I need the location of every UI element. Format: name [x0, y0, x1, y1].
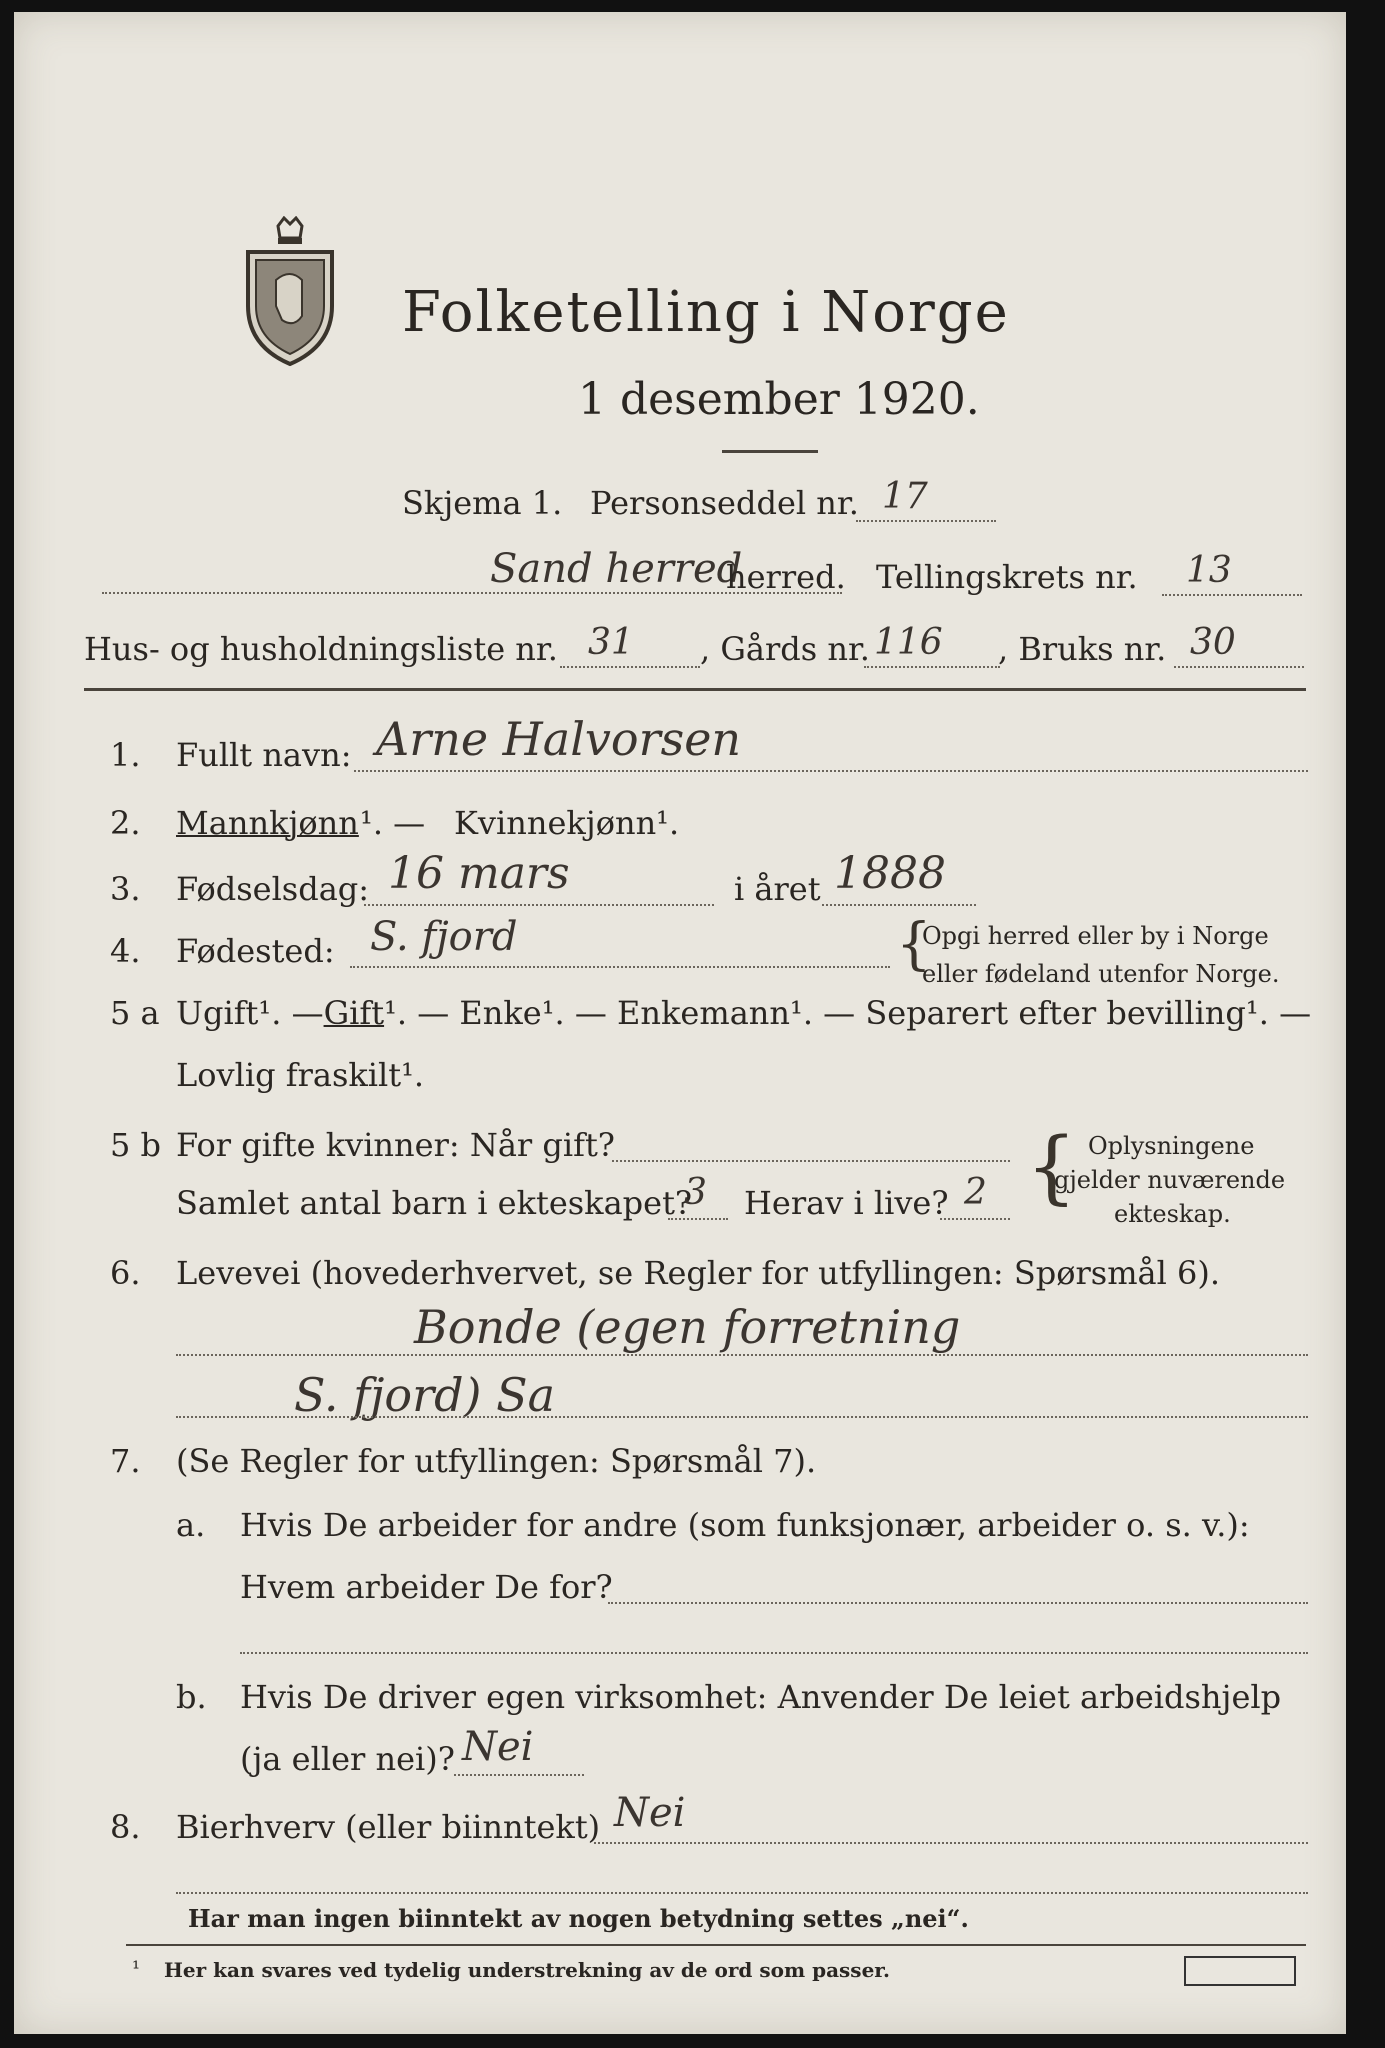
header-divider — [84, 688, 1306, 691]
schema-label: Skjema 1. — [402, 484, 563, 522]
q7b-question: (ja eller nei)? — [240, 1740, 455, 1778]
q3-line — [364, 904, 714, 906]
q7a-line-2 — [240, 1652, 1308, 1654]
form-title: Folketelling i Norge — [402, 280, 1010, 345]
q5b-number: 5 b — [110, 1126, 162, 1164]
q3-year-value: 1888 — [834, 848, 946, 899]
q6-value-1: Bonde (egen forretning — [414, 1300, 961, 1354]
q5a-gift: Gift — [323, 994, 385, 1032]
q4-number: 4. — [110, 932, 141, 970]
q6-number: 6. — [110, 1254, 141, 1292]
q5a-rest: ¹. — Enke¹. — Enkemann¹. — Separert efter bevilling¹. — — [384, 994, 1312, 1032]
title-divider — [722, 450, 818, 453]
q6-value-2: S. fjord) Sa — [294, 1368, 556, 1422]
coat-of-arms-icon — [242, 216, 338, 368]
q4-brace: { — [896, 912, 932, 977]
q3-value: 16 mars — [388, 848, 570, 899]
q5b-barn-value: 3 — [684, 1172, 707, 1213]
gards-label: , Gårds nr. — [700, 630, 870, 668]
personseddel-value: 17 — [882, 476, 928, 517]
q7b-line — [454, 1774, 584, 1776]
q5b-note-1: Oplysningene — [1088, 1132, 1255, 1160]
q7a-line-1 — [608, 1602, 1308, 1604]
q8-line-2 — [176, 1892, 1308, 1894]
q6-line-2 — [176, 1416, 1308, 1418]
q5a-line-2: Lovlig fraskilt¹. — [176, 1056, 425, 1094]
footer-divider — [126, 1944, 1306, 1946]
q4-label: Fødested: — [176, 932, 335, 970]
personseddel-label: Personseddel nr. — [590, 484, 859, 522]
bruks-value: 30 — [1190, 622, 1236, 663]
q1-number: 1. — [110, 736, 141, 774]
q8-number: 8. — [110, 1808, 141, 1846]
q5b-herav-value: 2 — [964, 1172, 987, 1213]
personseddel-line — [856, 520, 996, 522]
q8-line-1 — [594, 1842, 1308, 1844]
q5b-note-2: gjelder nuværende — [1054, 1166, 1286, 1194]
q4-line — [350, 966, 890, 968]
q3-number: 3. — [110, 870, 141, 908]
tellingskrets-label: Tellingskrets nr. — [876, 558, 1138, 596]
gards-value: 116 — [874, 622, 943, 663]
gards-line — [864, 666, 1000, 668]
q5b-herav-line — [940, 1218, 1010, 1220]
footnote-mark: ¹ — [132, 1956, 141, 1980]
q3-label: Fødselsdag: — [176, 870, 370, 908]
q8-label: Bierhverv (eller biinntekt) — [176, 1808, 601, 1846]
q1-line — [354, 770, 1308, 772]
q7b-number: b. — [176, 1678, 207, 1716]
q6-label: Levevei (hovederhvervet, se Regler for utfyllingen: Spørsmål 6). — [176, 1254, 1221, 1292]
hus-line — [560, 666, 700, 668]
q2-separator: ¹. — — [360, 804, 426, 842]
q7-number: 7. — [110, 1442, 141, 1480]
q8-value: Nei — [614, 1790, 686, 1836]
q5a-ugift: Ugift¹. — — [176, 994, 324, 1032]
q2-number: 2. — [110, 804, 141, 842]
q5b-herav-label: Herav i live? — [744, 1184, 949, 1222]
tellingskrets-line — [1162, 594, 1302, 596]
q1-value: Arne Halvorsen — [376, 712, 742, 766]
q5b-line-1 — [612, 1160, 1010, 1162]
printer-stamp — [1184, 1956, 1296, 1986]
q4-value: S. fjord — [370, 914, 518, 960]
census-date: 1 desember 1920. — [578, 374, 980, 425]
q7-label: (Se Regler for utfyllingen: Spørsmål 7). — [176, 1442, 817, 1480]
q3-year-label: i året — [734, 870, 821, 908]
q7a-number: a. — [176, 1506, 206, 1544]
bruks-line — [1174, 666, 1304, 668]
census-form — [14, 12, 1346, 2034]
q2-male: Mannkjønn — [176, 804, 359, 842]
q5b-label-2: Samlet antal barn i ekteskapet? — [176, 1184, 693, 1222]
q7b-text: Hvis De driver egen virksomhet: Anvender De leiet arbeidshjelp — [240, 1678, 1282, 1716]
herred-value: Sand herred — [490, 546, 743, 592]
q5b-note-3: ekteskap. — [1114, 1200, 1231, 1228]
hus-label: Hus- og husholdningsliste nr. — [84, 630, 558, 668]
q7a-text: Hvis De arbeider for andre (som funksjonær, arbeider o. s. v.): — [240, 1506, 1250, 1544]
q5a-number: 5 a — [110, 994, 160, 1032]
bruks-label: , Bruks nr. — [998, 630, 1167, 668]
q5b-brace: { — [1026, 1120, 1077, 1213]
herred-label: herred. — [726, 558, 846, 596]
q5b-barn-line — [668, 1218, 728, 1220]
tellingskrets-value: 13 — [1186, 550, 1232, 591]
q1-label: Fullt navn: — [176, 736, 352, 774]
q7a-question: Hvem arbeider De for? — [240, 1568, 613, 1606]
q4-note-2: eller fødeland utenfor Norge. — [922, 960, 1280, 988]
q3-year-line — [822, 904, 976, 906]
q4-note-1: Opgi herred eller by i Norge — [922, 922, 1269, 950]
q5b-label-1: For gifte kvinner: Når gift? — [176, 1126, 615, 1164]
footnote-text: Her kan svares ved tydelig understrekning av de ord som passer. — [164, 1958, 890, 1982]
footer-note: Har man ingen biinntekt av nogen betydning settes „nei“. — [188, 1904, 969, 1933]
q5a-text — [176, 994, 1311, 1032]
q6-line-1 — [176, 1354, 1308, 1356]
q2-female: Kvinnekjønn¹. — [454, 804, 680, 842]
hus-value: 31 — [588, 622, 634, 663]
q7b-value: Nei — [462, 1724, 534, 1770]
